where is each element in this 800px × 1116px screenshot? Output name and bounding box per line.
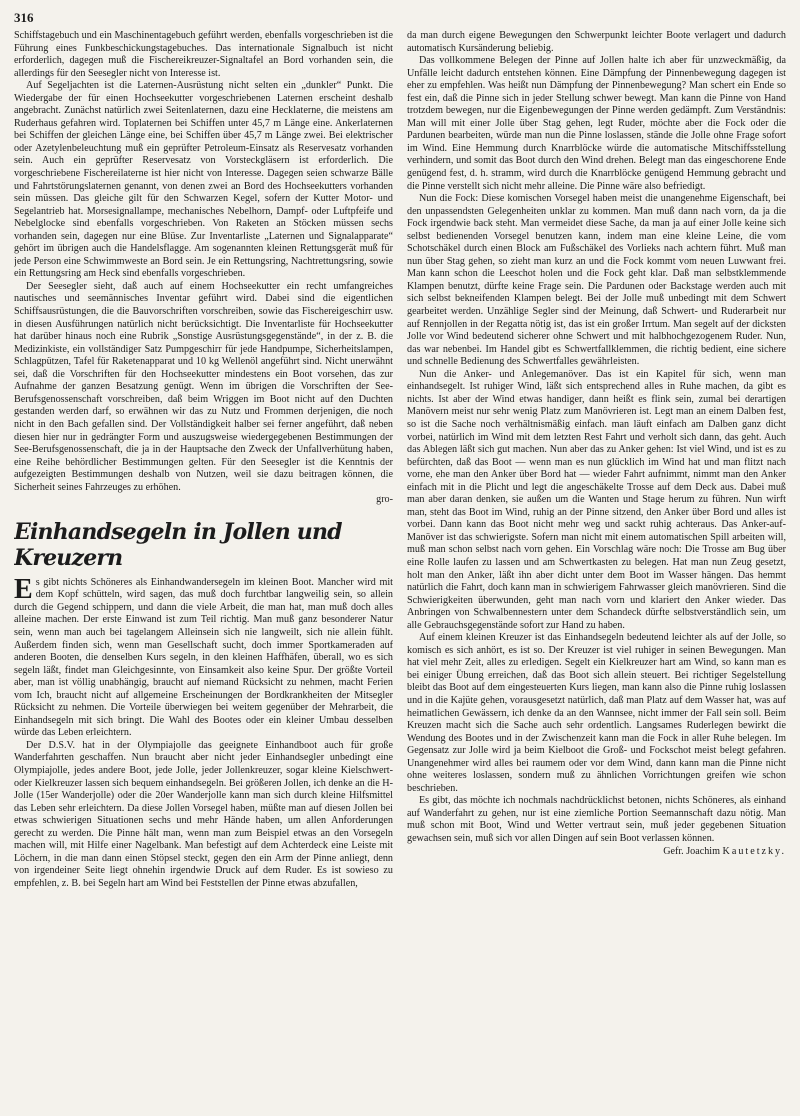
paragraph: Schiffstagebuch und ein Maschinentagebuch geführt werden, ebenfalls vorgeschrieben ist die Führung eines Funkbeschickungstagebuches. Das internationale Signalbuch ist nicht erforderlich, dagegen muß die Fischereikreuzer-Signaltafel an Bord vorhanden sein, die allerdings für den Seesegler nicht von Interesse ist. xyxy=(14,30,393,79)
author-surname: Kautetzky. xyxy=(722,845,786,857)
paragraph: Nun die Anker- und Anlegemanöver. Das ist ein Kapitel für sich, wenn man einhandsegelt. Ist ruhiger Wind, läßt sich entsprechend alles in Ruhe machen, da gibt es nichts. Ist aber der Wind etwas handiger, dann heißt es flink sein, zumal bei derartigen Manövern meist nur sehr wenig Platz zum Manövrieren ist. Legt man an einem Dalben fest, so ist die Sache noch verhältnismäßig einfach. man läuft einfach am Dalben ganz dicht vorbei, natürlich im Wind mit dem letzten Rest Fahrt und verholt sich dann, das geht. Auch das Ablegen läßt sich gut machen. Nun aber das zu Anker gehen: Ist viel Wind, und ist es zu befürchten, daß das Boot — wenn man es nun glücklich im Wind hat und man flitzt nach vorne, ehe man den Anker über Bord hat — wieder Fahrt aufnimmt, nimmt man den Anker einfach mit in die Plicht und legt die angeschäkelte Trosse auf dem Deck aus. Dabei muß man aber daran denken, sie außen um die Wanten und Stage herum zu führen. Nun wirft man, steht das Boot im Wind, ruhig an der Pinne sitzend, den Anker über Bord und alles ist vorbei. Dann kann das Boot nicht mehr weg und sackt ruhig achteraus. Das Anker-auf-Manöver ist das schwierigste. Sofern man nicht mit einem automatischen Spill arbeiten will, muß man schon selbst nach vorn gehen. Ein Vorschlag wäre noch: Die Trosse am Bug über eine Rolle laufen zu lassen und am Schwertkasten zu belegen. Hat man nun Zeug gesetzt, holt man den Anker, läßt ihn aber dicht unter dem Boot im Wasser hängen. Das hemmt natürlich die Fahrt, doch kann man in schwierigem Fahrwasser gleich manövrieren. Sind die Schwierigkeiten überwunden, geht man nach vorn und klariert den Anker wieder. Das Anbringen von Schwalbennestern unter dem Schandeck dürfte selbstverständlich sein, um alle Gebrauchsgegenstände sofort zur Hand zu haben. xyxy=(407,368,786,631)
paragraph: da man durch eigene Bewegungen den Schwerpunkt leichter Boote verlagert und dadurch automatisch Kursänderung beliebig. xyxy=(407,30,786,54)
right-column xyxy=(407,30,786,1108)
left-column xyxy=(14,30,393,1108)
author-rank-first-name: Gefr. Joachim xyxy=(663,845,720,857)
paragraph xyxy=(14,573,393,740)
paragraph: Auf Segeljachten ist die Laternen-Ausrüstung nicht selten ein „dunkler“ Punkt. Die Wiedergabe der für einen Hochseekutter vorgeschriebenen Laternen erscheint deshalb angebracht. Zunächst natürlich zwei Seitenlaternen, dazu eine Hecklaterne, die meistens am Ruderhaus gefahren wird. Toplaternen bei Schiffen unter 45,7 m Länge eine. Ankerlaternen bei Schiffen der gleichen Länge eine, bei Schiffen über 45,7 m Länge zwei. Bei elektrischer oder Azetylenbeleuchtung muß ein geprüfter Petroleum-Einsatz als Reservesatz vorhanden sein. Auch ein geprüfter Reservesatz von Vorsteckgläsern ist erforderlich. Die vorgeschriebene Fischereilaterne ist hier nicht von Interesse. Dagegen seien schwarze Bälle und Fahrtstörungslaternen genannt, von denen zwei an Bord des Hochseekutters vorhanden sein müssen. Das gleiche gilt für den Schwarzen Kegel, sofern der Kutter Motor- und Segelantrieb hat. Morsesignallampe, mechanisches Nebelhorn, Dampf- oder Luftpfeife und Nebelglocke sind ebenfalls vorgeschrieben. Von Raketen an Stöcken müssen sechs vorhanden sein, dagegen nur eine Blüse. Zur Inventarliste „Laternen und Signalapparate“ gehört im übrigen auch die Handelsflagge. Am sogenannten kleinen Rettungsgerät muß für jede Person eine Schwimmweste an Bord sein. Je ein Rettungsring, Nachtrettungsring, sowie ein Rettungsring am Heck sind ebenfalls vorgeschrieben. xyxy=(14,80,393,280)
author-signature xyxy=(407,846,786,859)
paragraph: Nun die Fock: Diese komischen Vorsegel haben meist die unangenehme Eigenschaft, bei den unpassendsten Gelegenheiten unklar zu kommen. Man muß dann nach vorn, da ja die Fock irgendwie back steht. Man vermeidet diese Sache, da man ja auf einer Jolle keine sich selbst bedienenden Vorsegel benutzen kann, indem man eine kleine Leine, die vom Schotschäkel durch einen Block am Fußschäkel des Vorlieks nach achtern führt. Muß man nun über Stag gehen, so zieht man kurz an und die Fock kommt vom neuen Luwwant frei. Man kann schon die Leeschot holen und die Fock geht klar. Daß man selbstklemmende Klampen benutzt, dürfte keine Frage sein. Die Pardunen oder Backstage werden auch mit sich selbst bekneifenden Klampen belegt. Bei der Jolle muß unbedingt mit dem Schwert gearbeitet werden. Unzählige Segler sind der Meinung, daß Schwert- und Ruderarbeit nur auf Rennjollen in der Regatta nötig ist, das ist ein großer Irrtum. Man segelt auf der dicksten Jolle vor Wind bedeutend sicherer ohne Schwert und mit halbhochgezogenem Ruder. Nun, das war nebenbei. Im Handel gibt es Schwertfallklemmen, die richtig bedient, eine sichere und schnelle Bedienung des Schwertfalles gewährleisten. xyxy=(407,193,786,368)
paragraph: Es gibt, das möchte ich nochmals nachdrücklichst betonen, nichts Schöneres, als einhand auf Wanderfahrt zu gehen, nur ist eine ziemliche Portion Seemannschaft dazu nötig. Man muß schon mit Boot, Wind und Wetter vertraut sein, muß jeder gegebenen Situation gewachsen sein, muß sich vor allen Dingen auf sein Boot verlassen können. xyxy=(407,795,786,844)
drop-cap: E xyxy=(14,573,33,605)
paragraph: Auf einem kleinen Kreuzer ist das Einhandsegeln bedeutend leichter als auf der Jolle, so komisch es sich anhört, es ist so. Der Kreuzer ist viel ruhiger in seinen Bewegungen. Man hat viel mehr Zeit, alles zu erledigen. Segelt ein Kielkreuzer hart am Wind, so kann man es bei einiger Übung erreichen, daß das Boot sich allein steuert. Bei richtiger Segelstellung bleibt das Boot auf dem eingesteuerten Kurs liegen, man kann also die Pinne ruhig loslassen und in die Kajüte gehen, vorausgesetzt natürlich, daß man Platz auf dem Wasser hat, was auf heimatlichen Gewässern, ich denke da an den Wannsee, nicht immer der Fall sein soll. Beim Kreuzen macht sich die Sache auch sehr ordentlich. Langsames Ruderlegen bewirkt die Wendung des Bootes und in der Zwischenzeit kann man die Fock in aller Ruhe belegen. Im Gegensatz zur Jolle wird ja beim Kielboot die Groß- und Fockschot meist belegt gefahren. Unangenehmer wird alles bei raumem oder vor dem Wind, dann kann man die Pinne nicht ohne weiteres loslassen, sondern muß zu ähnlichen Vorrichtungen greifen wie schon beschrieben. xyxy=(407,632,786,794)
article-headline: Einhandsegeln in Jollen und Kreuzern xyxy=(14,518,342,571)
paragraph: Der Seesegler sieht, daß auch auf einem Hochseekutter ein recht umfangreiches nautisches und seemännisches Inventar geführt wird. Dabei sind die eigentlichen Schiffsausrüstungen, die die Bauvorschriften vorschreiben, sowie das Fischereigeschirr usw. in diesen Ausführungen natürlich nicht berücksichtigt. Die Inventarliste für Hochseekutter hat darüber hinaus noch eine Rubrik „Sonstige Ausrüstungsgegenstände“, in der z. B. die Medizinkiste, ein vollständiger Satz Pumpgeschirr für jede Handpumpe, Sicherheitslampen, Schlagpützen, Tafel für Raketenapparat und 10 kg Wellenöl angeführt sind. Nicht unerwähnt sei, daß die Vorschriften für den Hochseekutter mindestens ein Boot vorsehen, das zur Aufnahme der ganzen Besatzung genügt. Wenn im übrigen die Vorschriften der See-Berufsgenossenschaft vorschreiben, daß beim Wriggen im Boot nicht auf den Duchten gestanden werden darf, so erwähnen wir das zu Nutz und Frommen derjenigen, die noch nicht in den Bach gefallen sind. Der Vollständigkeit halber sei ferner angeführt, daß neben diesen hier nur in gedrängter Form und auszugsweise wiedergegebenen Bestimmungen der See-Berufsgenossenschaft, die ja in der Hauptsache den Zweck der Unfallverhütung haben, eine Reihe behördlicher Bestimmungen gelten. Für den Seesegler ist die Kenntnis der aufgezeigten Bestimmungen deshalb von Nutzen, weil sie dazu beitragen können, die Sicherheit seines Fahrzeuges zu erhöhen. xyxy=(14,280,393,493)
article-columns xyxy=(14,30,786,1108)
paragraph-text: s gibt nichts Schöneres als Einhandwandersegeln im kleinen Boot. Mancher wird mit dem Kopf schütteln, wird sagen, das muß doch furchtbar langweilig sein, so allein durch die Gegend schippern, und dann die viele Arbeit, die man hat, man muß doch alles alleine machen. Der erste Einwand ist zum Teil richtig. Man muß ganz besonderer Natur sein, wenn man auch bei tagelangem Alleinsein sich nie langweilt, sich nie allein fühlt. Außerdem finden sich, wenn man Gesellschaft sucht, doch immer Sportkameraden auf anderen Booten, die denselben Kurs segeln, in den kleinen Haffhäfen, überall, wo es sich segeln läßt, findet man Gleichgesinnte, von Einsamkeit also keine Spur. Der größte Vorteil aber, man ist völlig unabhängig, braucht auf niemand Rücksicht zu nehmen, macht Ferien vom Ich, braucht nicht auf allgemeine Erscheinungen der Bordkrankheiten der Mitsegler Rücksicht zu nehmen. Die Vorteile überwiegen bei weitem gegenüber der Mehrarbeit, die Einhandsegeln mit sich bringt. Die Wahl des Bootes oder ein kleiner Umbau desselben würde das Leben erleichtern. xyxy=(14,576,393,739)
author-abbreviation: gro- xyxy=(376,494,393,506)
paragraph: Der D.S.V. hat in der Olympiajolle das geeignete Einhandboot auch für große Wanderfahrten geschaffen. Nun braucht aber nicht jeder Einhandsegler unbedingt eine Olympiajolle, jedes andere Boot, jede Jolle, jeder Jollenkreuzer, sogar kleine Kielschwert- oder Kielkreuzer lassen sich bequem einhandsegeln. Bei größeren Jollen, ich denke an die H-Jolle (15er Wanderjolle) oder die 20er Wanderjolle kann man sich durch kleine Hilfsmittel das Leben sehr erleichtern. Da diese Jollen Vorsegel haben, müßte man auf diesen Jollen bei etwas schwierigen Situationen sechs und mehr Hände haben, um allen Anforderungen gerecht zu werden. Die Pinne hält man, wenn man zum Beispiel etwas an den Vorsegeln machen will, mit Hilfe einer Nagelbank. Man befestigt auf dem Achterdeck eine Leiste mit Löchern, in die man dann einen Stöpsel steckt, gegen den ein Arm der Pinne anliegt, denn von irgendeiner Seite liegt ohnehin irgendwie Druck auf dem Ruder. Es ist sowieso zu empfehlen, z. B. bei Segeln hart am Wind bei Feststellen der Pinne etwas abzufallen, xyxy=(14,739,393,889)
paragraph: Das vollkommene Belegen der Pinne auf Jollen halte ich aber für unzweckmäßig, da Unfälle leicht dadurch entstehen können. Eine Dämpfung der Pinnenbewegung dagegen ist eher zu empfehlen. Was heißt nun Dämpfung der Pinnenbewegung? Man schert ein Ende so fest ein, daß die Pinne sich in jeder Stellung schwer bewegt. Man kann die Pinne von Hand trotzdem bewegen, nur die Eigenbewegungen der Pinne werden gedämpft. Zum Verständnis: Man will mit einer Jolle über Stag gehen, legt Ruder, möchte aber die Fock oder die Pardunen bearbeiten, würde man nun die Pinne loslassen, stände die Jolle ohne Frage sofort im Wind. Eine Hemmung durch Knarrblöcke würde die automatische Mitschiffsstellung verhindern, und somit das Boot durch den Wind drehen. Belegt man das eingeschorene Ende genügend fest, d. h. stramm, wird durch die Knarrblöcke genügend Hemmung gebracht und die Pinne verstellt sich nicht mehr alleine. Die Pinne wäre also befriedigt. xyxy=(407,55,786,192)
page-number: 316 xyxy=(14,10,34,25)
